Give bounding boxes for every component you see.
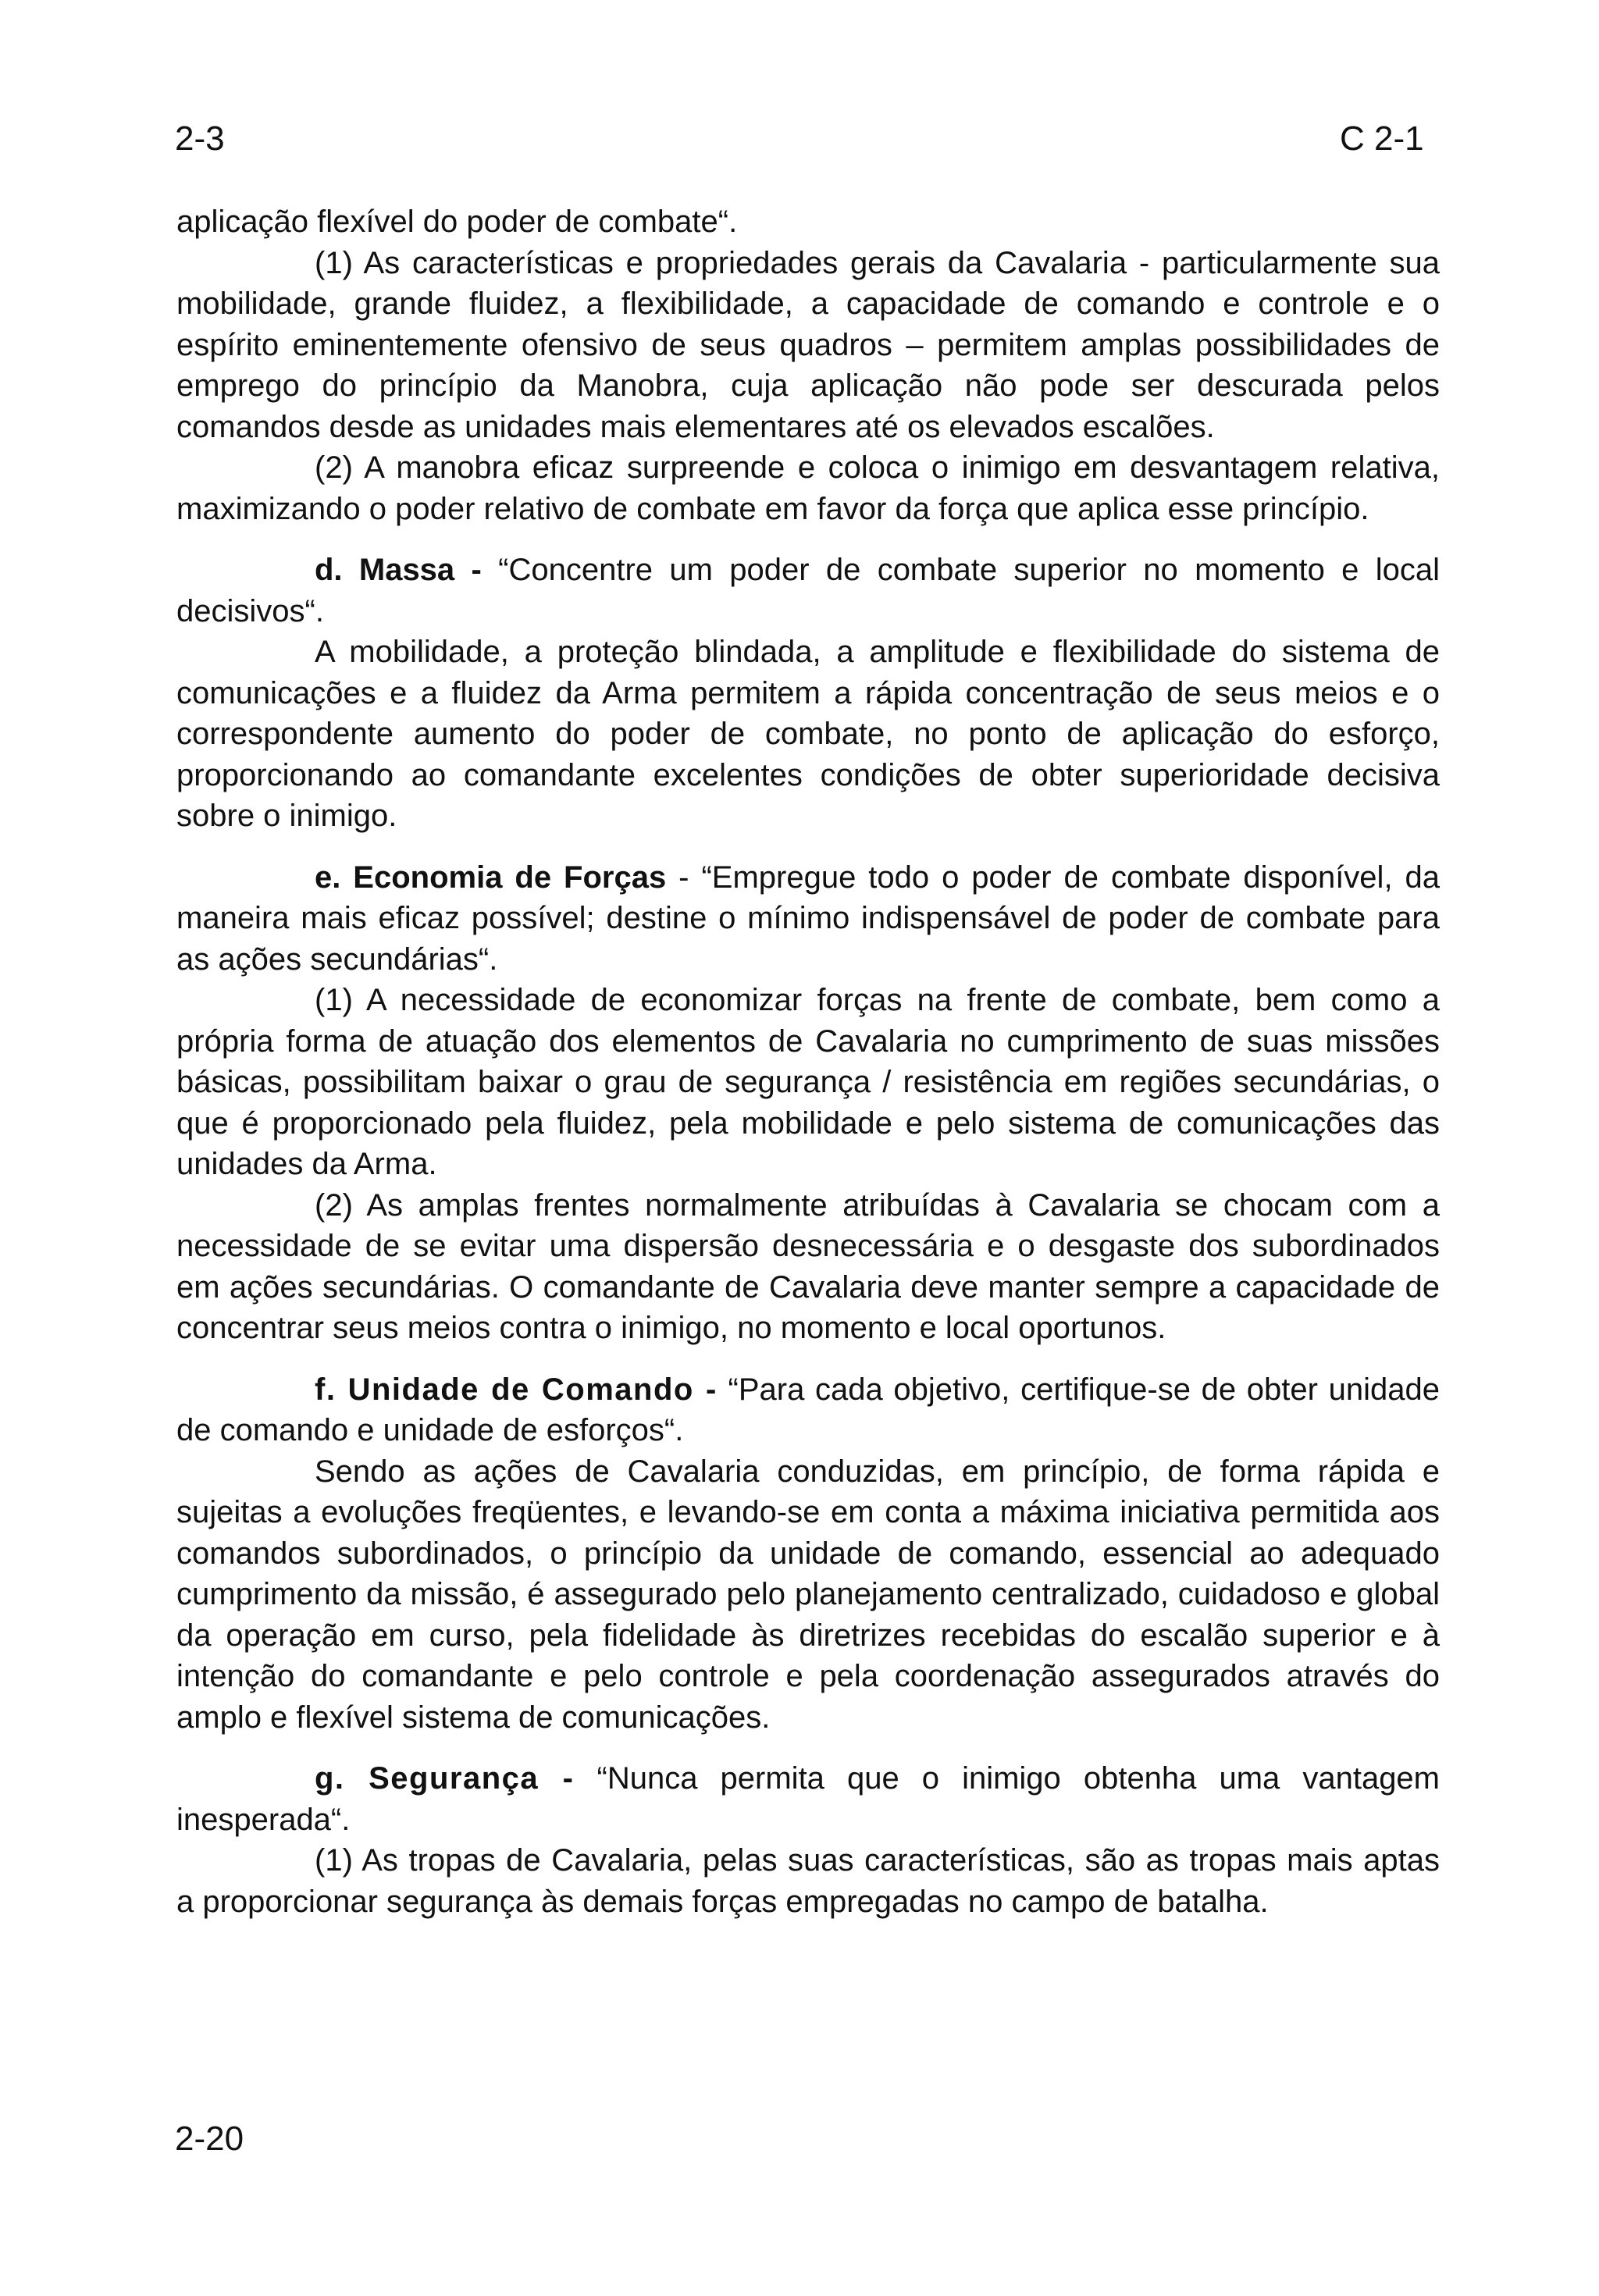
section-d-heading: d. Massa -: [315, 553, 482, 587]
section-g-heading: g. Segurança -: [315, 1761, 575, 1796]
paragraph-massa-1: A mobilidade, a proteção blindada, a amplitude e flexibilidade do sistema de comunicações e a fluidez da Arma permitem a rápida concentração de seus meios e o correspondente aumento do poder de combate, no ponto de aplicação do esforço, proporcionando ao comandante excelentes condições de obter superioridade decisiva sobre o inimigo.: [176, 635, 1440, 833]
header-section-number: 2-3: [175, 119, 225, 158]
paragraph-continuation: aplicação flexível do poder de combate“.: [176, 205, 738, 239]
paragraph-economia-1: (1) A necessidade de economizar forças na frente de combate, bem como a própria forma de atuação dos elementos de Cavalaria no cumprimento de suas missões básicas, possibilitam baixar o grau de segurança / resistência em regiões secundárias, o que é proporcionado pela fluidez, pela mobilidade e pelo sistema de comunicações das unidades da Arma.: [176, 983, 1440, 1181]
section-f-quote: “Para cada objetivo, certifique-se de obter unidade de comando e unidade de esforços“.: [176, 1372, 1440, 1447]
section-d-quote: “Concentre um poder de combate superior no momento e local decisivos“.: [176, 553, 1440, 628]
section-g-quote: “Nunca permita que o inimigo obtenha uma vantagem inesperada“.: [176, 1761, 1440, 1837]
paragraph-manobra-1: (1) As características e propriedades gerais da Cavalaria - particularmente sua mobilidade, grande fluidez, a flexibilidade, a capacidade de comando e controle e o espírito eminentemente ofensivo de seus quadros – permitem amplas possibilidades de emprego do princípio da Manobra, cuja aplicação não pode ser descurada pelos comandos desde as unidades mais elementares até os elevados escalões.: [176, 245, 1440, 444]
paragraph-manobra-2: (2) A manobra eficaz surpreende e coloca o inimigo em desvantagem relativa, maximizando o poder relativo de combate em favor da força que aplica esse princípio.: [176, 450, 1440, 526]
section-e-quote: - “Empregue todo o poder de combate disponível, da maneira mais eficaz possível; destine o mínimo indispensável de poder de combate para as ações secundárias“.: [176, 860, 1440, 977]
section-g-seguranca: [176, 1758, 1440, 1840]
section-d-massa: [176, 550, 1440, 632]
section-f-heading: f. Unidade de Comando -: [315, 1372, 718, 1407]
header-manual-code: C 2-1: [1340, 119, 1424, 158]
paragraph-seguranca-1: (1) As tropas de Cavalaria, pelas suas características, são as tropas mais aptas a proporcionar segurança às demais forças empregadas no campo de batalha.: [176, 1843, 1440, 1919]
paragraph-unidade-1: Sendo as ações de Cavalaria conduzidas, em princípio, de forma rápida e sujeitas a evoluções freqüentes, e levando-se em conta a máxima iniciativa permitida aos comandos subordinados, o princípio da unidade de comando, essencial ao adequado cumprimento da missão, é assegurado pelo planejamento centralizado, cuidadoso e global da operação em curso, pela fidelidade às diretrizes recebidas do escalão superior e à intenção do comandante e pelo controle e pela coordenação assegurados através do amplo e flexível sistema de comunicações.: [176, 1454, 1440, 1735]
body-text: [176, 201, 1440, 1922]
section-f-unidade: [176, 1369, 1440, 1451]
section-e-economia: [176, 857, 1440, 981]
footer-page-number: 2-20: [175, 2120, 244, 2158]
section-e-heading: e. Economia de Forças: [315, 860, 667, 895]
paragraph-economia-2: (2) As amplas frentes normalmente atribuídas à Cavalaria se chocam com a necessidade de se evitar uma dispersão desnecessária e o desgaste dos subordinados em ações secundárias. O comandante de Cavalaria deve manter sempre a capacidade de concentrar seus meios contra o inimigo, no momento e local oportunos.: [176, 1187, 1440, 1345]
